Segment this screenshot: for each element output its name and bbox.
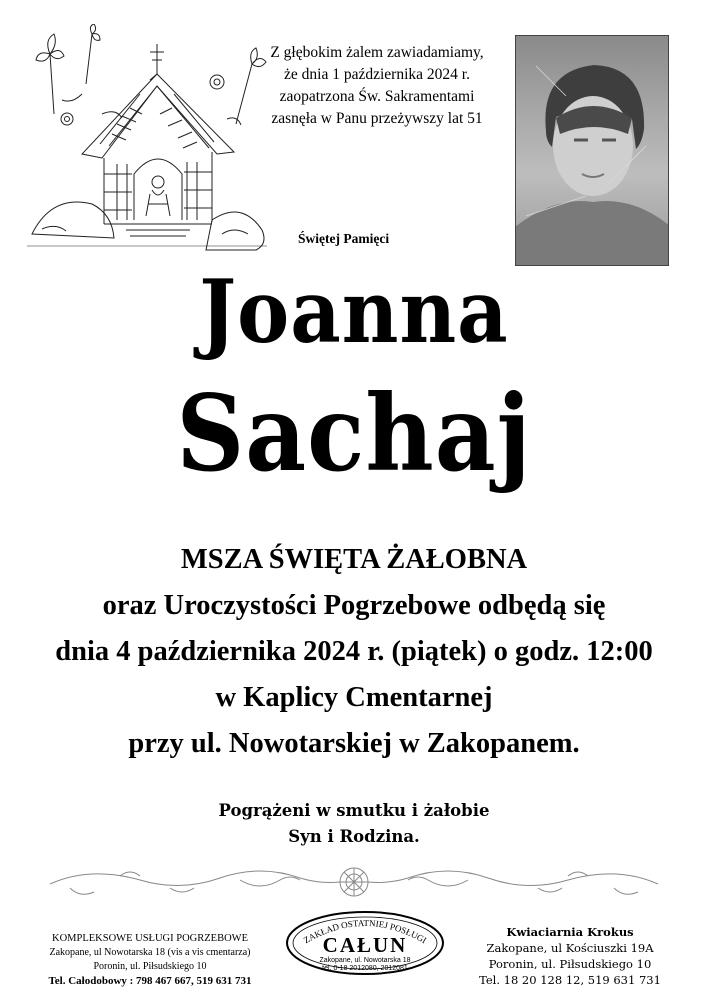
- mass-date-line: dnia 4 października 2024 r. (piątek) o godz. 12:00: [55, 636, 653, 667]
- mourners-block: [0, 798, 708, 850]
- mass-heading: MSZA ŚWIĘTA ŻAŁOBNA: [180, 544, 528, 575]
- intro-line: zaopatrzona Św. Sakramentami: [279, 88, 475, 105]
- calun-seal-logo: [284, 910, 446, 976]
- mass-line: oraz Uroczystości Pogrzebowe odbędą się: [102, 590, 606, 621]
- services-address: Zakopane, ul Nowotarska 18 (vis a vis cmentarza): [49, 947, 251, 958]
- florist-address: Poronin, ul. Piłsudskiego 10: [488, 957, 652, 971]
- seal-phone: tel. 0-18 2012080, 2012081: [322, 965, 408, 972]
- mourners-signature: Syn i Rodzina.: [288, 827, 420, 846]
- seal-address: Zakopane, ul. Nowotarska 18: [319, 957, 411, 964]
- intro-line: zasnęła w Panu przeżywszy lat 51: [271, 110, 483, 127]
- mass-address-line: przy ul. Nowotarskiej w Zakopanem.: [128, 728, 580, 759]
- intro-line: że dnia 1 października 2024 r.: [284, 66, 470, 83]
- services-title: KOMPLEKSOWE USŁUGI POGRZEBOWE: [52, 933, 248, 944]
- mass-location-line: w Kaplicy Cmentarnej: [215, 682, 493, 713]
- portrait-silhouette: [516, 36, 669, 266]
- deceased-last-name: Sachaj: [176, 372, 532, 496]
- florist-footer: [446, 924, 694, 988]
- ornamental-divider: [40, 862, 668, 902]
- florist-phone: Tel. 18 20 128 12, 519 631 731: [479, 973, 661, 987]
- deceased-first-name: Joanna: [199, 261, 509, 364]
- funeral-services-footer: [14, 932, 286, 988]
- seal-name: CAŁUN: [322, 933, 408, 957]
- services-phone: Tel. Całodobowy : 798 467 667, 519 631 731: [48, 975, 252, 987]
- in-memory-label: Świętej Pamięci: [298, 231, 390, 246]
- services-address: Poronin, ul. Piłsudskiego 10: [93, 961, 207, 972]
- chapel-sketch-illustration: [22, 24, 272, 254]
- mourners-line: Pogrążeni w smutku i żałobie: [218, 801, 490, 820]
- seal-arc-text: ZAKŁAD OSTATNIEJ POSŁUGI: [301, 917, 429, 946]
- funeral-mass-info: [0, 537, 708, 767]
- florist-address: Zakopane, ul Kościuszki 19A: [486, 941, 654, 955]
- deceased-portrait-photo: [515, 35, 669, 266]
- florist-name: Kwiaciarnia Krokus: [506, 925, 634, 939]
- announcement-intro: [262, 42, 492, 130]
- intro-line: Z głębokim żalem zawiadamiamy,: [270, 44, 484, 61]
